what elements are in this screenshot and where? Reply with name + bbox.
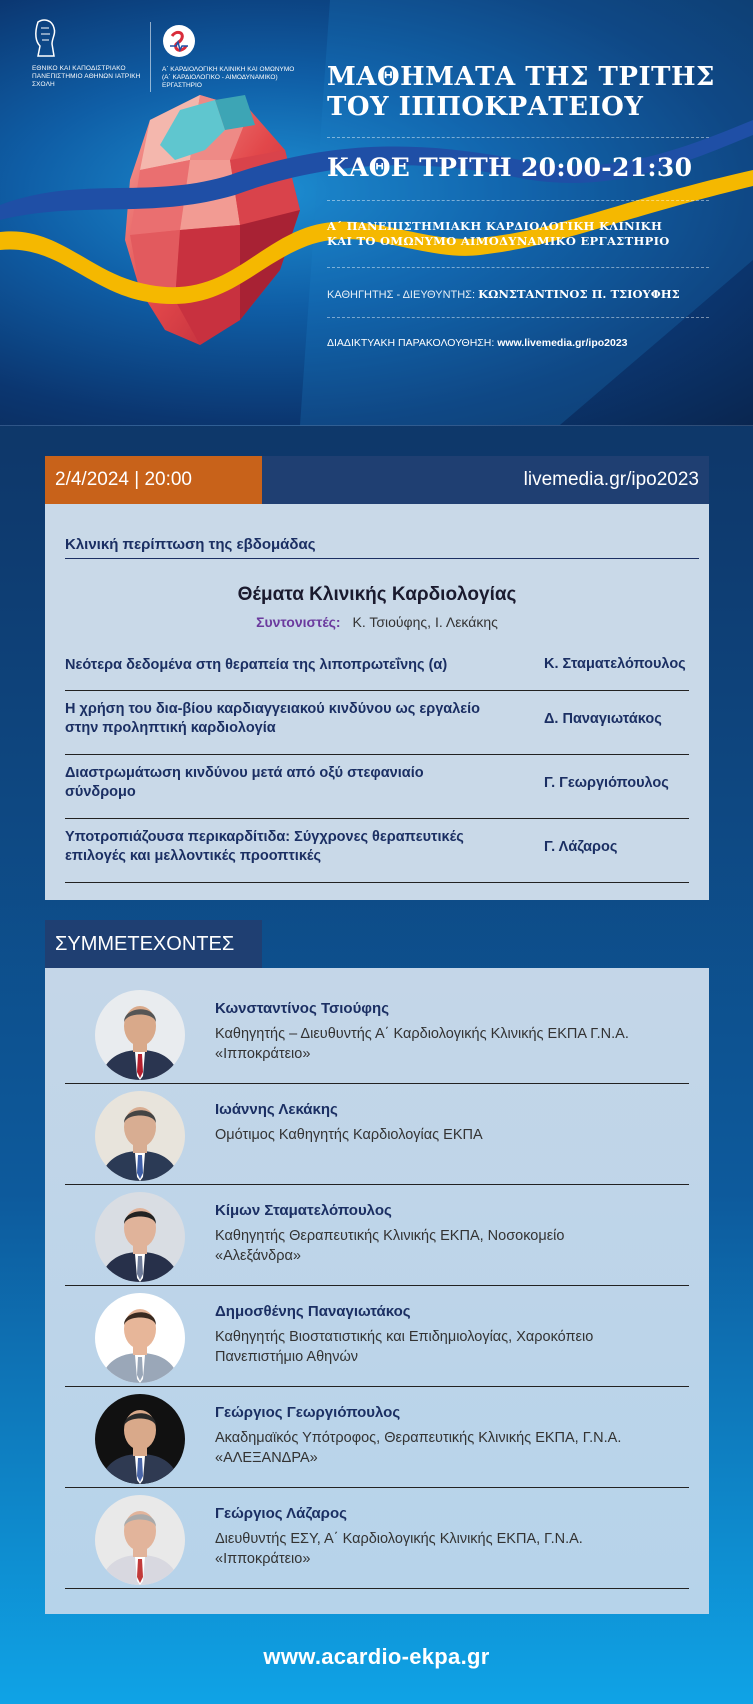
participant-role-line: «Ιπποκράτειο»: [215, 1046, 311, 1062]
talk-title-line: σύνδρομο: [65, 784, 136, 800]
clinic-name: [327, 219, 727, 249]
program-header-bar: [45, 456, 709, 504]
clinic-logo-text: Α΄ ΚΑΡΔΙΟΛΟΓΙΚΗ ΚΛΙΝΙΚΗ ΚΑΙ ΟΜΩΝΥΜΟ (Α΄ ΚΑΡΔΙΟΛΟΓΙΚΟ - ΑΙΜΟΔΥΝΑΜΙΚΟ) ΕΡΓΑΣΤΗΡΙΟ: [162, 66, 295, 89]
participant-row: [65, 982, 689, 1084]
talk-title-line: στην προληπτική καρδιολογία: [65, 720, 276, 736]
web-label: ΔΙΑΔΙΚΤΥΑΚΗ ΠΑΡΑΚΟΛΟΥΘΗΣΗ:: [327, 337, 495, 349]
session-topic: Θέματα Κλινικής Καρδιολογίας: [237, 584, 517, 605]
participant-role-line: Καθηγητής Βιοστατιστικής και Επιδημιολογίας, Χαροκόπειο: [215, 1329, 594, 1345]
coordinators-names: Κ. Τσιούφης, Ι. Λεκάκης: [352, 614, 498, 630]
logo-divider: [150, 22, 151, 92]
participant-role-line: «ΑΛΕΞΑΝΔΡΑ»: [215, 1450, 318, 1466]
web-link[interactable]: www.livemedia.gr/ipo2023: [497, 337, 628, 349]
web-info: [327, 337, 628, 349]
participants-card: [45, 968, 709, 1614]
divider: [327, 317, 709, 318]
stream-link[interactable]: livemedia.gr/ipo2023: [523, 469, 699, 490]
clinic-badge-icon: [162, 24, 196, 58]
coordinators: [45, 614, 709, 630]
participant-photo: [95, 1394, 185, 1484]
athena-crest-icon: [32, 18, 58, 58]
participant-row: [65, 1083, 689, 1185]
clinic-logo: [162, 24, 302, 90]
talk-title-line: Νεότερα δεδομένα στη θεραπεία της λιποπρωτεΐνης (α): [65, 657, 448, 673]
talk-title: [65, 828, 505, 866]
university-logo-text: ΕΘΝΙΚΟ ΚΑΙ ΚΑΠΟΔΙΣΤΡΙΑΚΟ ΠΑΝΕΠΙΣΤΗΜΙΟ ΑΘΗΝΩΝ ΙΑΤΡΙΚΗ ΣΧΟΛΗ: [32, 65, 141, 88]
professor-name: ΚΩΝΣΤΑΝΤΙΝΟΣ Π. ΤΣΙΟΥΦΗΣ: [478, 287, 680, 301]
talk-title: [65, 656, 505, 675]
schedule: ΚΑΘΕ ΤΡΙΤΗ 20:00-21:30: [327, 153, 693, 182]
participant-name: Κωνσταντίνος Τσιούφης: [215, 1000, 390, 1017]
participant-role-line: Καθηγητής – Διευθυντής Α΄ Καρδιολογικής Κλινικής ΕΚΠΑ Γ.Ν.Α.: [215, 1026, 629, 1042]
participant-role-line: Καθηγητής Θεραπευτικής Κλινικής ΕΚΠΑ, Νοσοκομείο: [215, 1228, 565, 1244]
participant-role-line: Διευθυντής ΕΣΥ, Α΄ Καρδιολογικής Κλινικής ΕΚΠΑ, Γ.Ν.Α.: [215, 1531, 583, 1547]
talk-title-line: Διαστρωμάτωση κινδύνου μετά από οξύ στεφανιαίο: [65, 765, 424, 781]
participant-role: [215, 1024, 685, 1064]
talk-title-line: επιλογές και μελλοντικές προοπτικές: [65, 848, 321, 864]
talk-row: [65, 754, 689, 819]
clinic-line-1: Α΄ ΠΑΝΕΠΙΣΤΗΜΙΑΚΗ ΚΑΡΔΙΟΛΟΓΙΚΗ ΚΛΙΝΙΚΗ: [327, 219, 663, 233]
participant-role-line: «Αλεξάνδρα»: [215, 1248, 301, 1264]
participant-row: [65, 1285, 689, 1387]
title-line-1: ΜΑΘΗΜΑΤΑ ΤΗΣ ΤΡΙΤΗΣ: [327, 62, 715, 92]
participant-row: [65, 1184, 689, 1286]
footer-website[interactable]: www.acardio-ekpa.gr: [263, 1644, 490, 1669]
participant-role-line: Ομότιμος Καθηγητής Καρδιολογίας ΕΚΠΑ: [215, 1127, 483, 1143]
participant-role: [215, 1327, 685, 1367]
participant-photo: [95, 1293, 185, 1383]
participant-name: Ιωάννης Λεκάκης: [215, 1101, 338, 1118]
participant-photo: [95, 1091, 185, 1181]
talk-speaker: Γ. Γεωργιόπουλος: [544, 775, 669, 791]
participant-row: [65, 1386, 689, 1488]
professor-info: [327, 287, 680, 301]
divider: [327, 200, 709, 201]
talk-title-line: Υποτροπιάζουσα περικαρδίτιδα: Σύγχρονες θεραπευτικές: [65, 829, 464, 845]
talk-speaker: Γ. Λάζαρος: [544, 839, 618, 855]
participant-role: [215, 1125, 685, 1145]
participant-role: [215, 1428, 685, 1468]
page-title: [327, 62, 737, 122]
university-logo: [32, 18, 152, 89]
participant-role: [215, 1226, 685, 1266]
hero-banner: [0, 0, 753, 426]
participant-row: [65, 1487, 689, 1589]
participant-photo: [95, 1495, 185, 1585]
case-title: Κλινική περίπτωση της εβδομάδας: [65, 536, 316, 553]
participant-photo: [95, 1192, 185, 1282]
talk-title: [65, 700, 505, 738]
talk-title: [65, 764, 505, 802]
participant-role: [215, 1529, 685, 1569]
talk-row: [65, 690, 689, 755]
participant-role-line: «Ιπποκράτειο»: [215, 1551, 311, 1567]
divider: [327, 267, 709, 268]
coordinators-label: Συντονιστές:: [256, 614, 341, 630]
participant-photo: [95, 990, 185, 1080]
title-line-2: ΤΟΥ ΙΠΠΟΚΡΑΤΕΙΟΥ: [327, 92, 644, 122]
participants-heading: ΣΥΜΜΕΤΕΧΟΝΤΕΣ: [45, 920, 262, 968]
participant-name: Δημοσθένης Παναγιωτάκος: [215, 1303, 411, 1320]
program-card: [45, 504, 709, 900]
participant-name: Κίμων Σταματελόπουλος: [215, 1202, 392, 1219]
clinic-line-2: ΚΑΙ ΤΟ ΟΜΩΝΥΜΟ ΑΙΜΟΔΥΝΑΜΙΚΟ ΕΡΓΑΣΤΗΡΙΟ: [327, 234, 670, 248]
talk-speaker: Κ. Σταματελόπουλος: [544, 656, 686, 672]
divider: [327, 137, 709, 138]
participant-role-line: Ακαδημαϊκός Υπότροφος, Θεραπευτικής Κλινικής ΕΚΠΑ, Γ.Ν.Α.: [215, 1430, 622, 1446]
talk-title-line: Η χρήση του δια-βίου καρδιαγγειακού κινδύνου ως εργαλείο: [65, 701, 481, 717]
divider: [65, 558, 699, 559]
talk-row: [65, 818, 689, 883]
date-time-badge: 2/4/2024 | 20:00: [45, 456, 262, 504]
talk-row: [65, 640, 689, 691]
talk-speaker: Δ. Παναγιωτάκος: [544, 711, 662, 727]
professor-label: ΚΑΘΗΓΗΤΗΣ - ΔΙΕΥΘΥΝΤΗΣ:: [327, 289, 476, 301]
participant-name: Γεώργιος Λάζαρος: [215, 1505, 347, 1522]
participant-role-line: Πανεπιστήμιο Αθηνών: [215, 1349, 359, 1365]
participant-name: Γεώργιος Γεωργιόπουλος: [215, 1404, 401, 1421]
